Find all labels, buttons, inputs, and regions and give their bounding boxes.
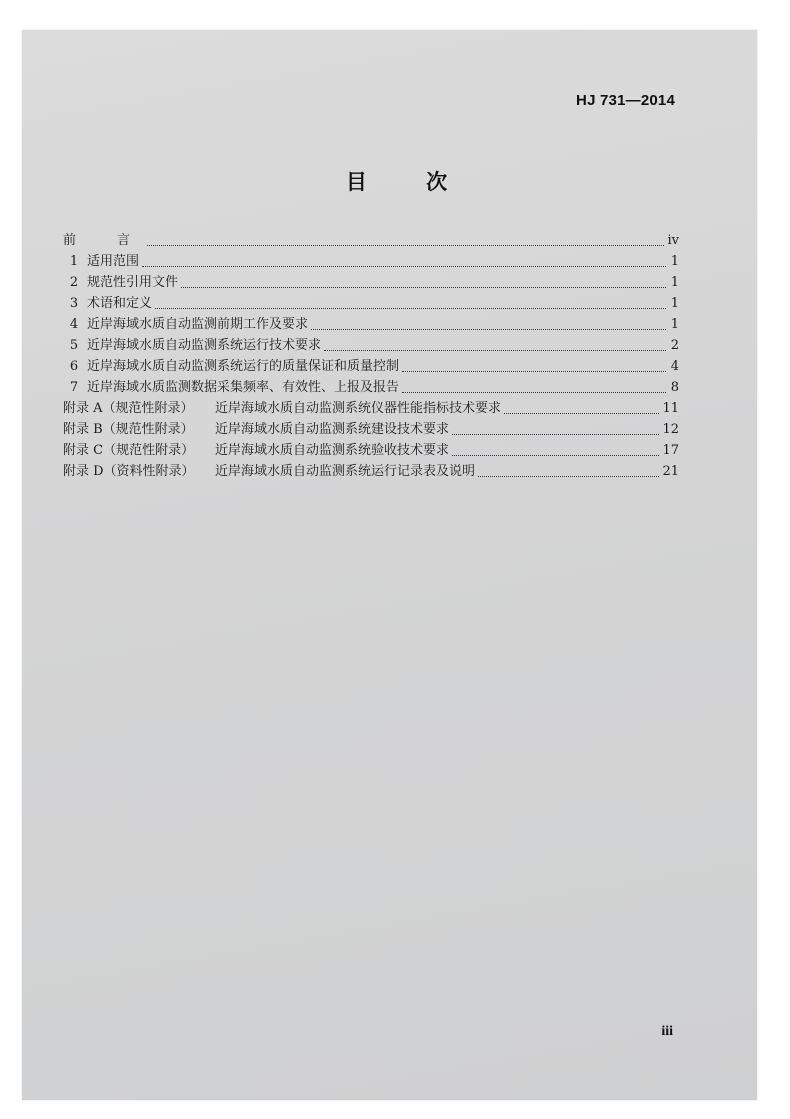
dot-leader [155, 307, 666, 309]
dot-leader [478, 475, 659, 477]
toc-appendix-b[interactable] [63, 419, 679, 440]
dot-leader [452, 433, 659, 435]
dot-leader [452, 454, 659, 456]
toc-entry[interactable] [63, 335, 679, 356]
toc-entry-label: 前 言 [63, 233, 145, 248]
toc-appendix-a[interactable] [63, 398, 679, 419]
toc-entry[interactable] [63, 272, 679, 293]
table-of-contents [63, 230, 679, 482]
appendix-tag: 附录 C（规范性附录） [63, 443, 195, 458]
toc-entry[interactable] [63, 251, 679, 272]
appendix-page: 11 [662, 401, 679, 416]
dot-leader [504, 412, 659, 414]
toc-entry-label: 适用范围 [87, 254, 140, 269]
toc-entry-page: 1 [670, 275, 679, 290]
toc-entry-number: 2 [69, 275, 79, 290]
toc-entry-label: 规范性引用文件 [87, 275, 179, 290]
toc-entry-number: 7 [69, 380, 79, 395]
toc-entry-foreword[interactable] [63, 230, 679, 251]
toc-entry-page: 8 [670, 380, 679, 395]
toc-entry-number: 5 [69, 338, 79, 353]
toc-entry-label: 近岸海域水质自动监测系统运行技术要求 [87, 338, 322, 353]
appendix-tag: 附录 B（规范性附录） [63, 422, 194, 437]
appendix-label: 近岸海域水质自动监测系统建设技术要求 [215, 422, 450, 437]
dot-leader [142, 265, 666, 267]
toc-entry-page: 1 [670, 317, 679, 332]
dot-leader [181, 286, 666, 288]
toc-entry-number: 1 [69, 254, 79, 269]
appendix-label: 近岸海域水质自动监测系统仪器性能指标技术要求 [215, 401, 502, 416]
appendix-page: 17 [662, 443, 679, 458]
dot-leader [311, 328, 666, 330]
appendix-tag: 附录 A（规范性附录） [63, 401, 194, 416]
toc-entry[interactable] [63, 377, 679, 398]
dot-leader [147, 244, 664, 246]
appendix-page: 12 [662, 422, 679, 437]
toc-entry-label: 近岸海域水质自动监测前期工作及要求 [87, 317, 309, 332]
toc-entry[interactable] [63, 356, 679, 377]
toc-entry[interactable] [63, 293, 679, 314]
dot-leader [402, 370, 666, 372]
appendix-page: 21 [662, 464, 679, 479]
toc-entry-number: 6 [69, 359, 79, 374]
toc-entry-page: 2 [670, 338, 679, 353]
toc-appendix-c[interactable] [63, 440, 679, 461]
document-page [22, 30, 757, 1100]
toc-entry-number: 4 [69, 317, 79, 332]
page-title: 目 次 [345, 170, 474, 194]
dot-leader [324, 349, 666, 351]
toc-entry-page: 1 [670, 254, 679, 269]
dot-leader [402, 391, 666, 393]
toc-entry-label: 近岸海域水质监测数据采集频率、有效性、上报及报告 [87, 380, 400, 395]
toc-appendix-d[interactable] [63, 461, 679, 482]
toc-entry-label: 近岸海域水质自动监测系统运行的质量保证和质量控制 [87, 359, 400, 374]
appendix-tag: 附录 D（资料性附录） [63, 464, 195, 479]
toc-entry-page: 1 [670, 296, 679, 311]
standard-code: HJ 731—2014 [576, 92, 675, 109]
page-number: iii [661, 1024, 673, 1039]
toc-entry-number: 3 [69, 296, 79, 311]
toc-entry-label: 术语和定义 [87, 296, 153, 311]
appendix-label: 近岸海域水质自动监测系统运行记录表及说明 [215, 464, 476, 479]
toc-entry-page: 4 [670, 359, 679, 374]
appendix-label: 近岸海域水质自动监测系统验收技术要求 [215, 443, 450, 458]
toc-entry[interactable] [63, 314, 679, 335]
toc-entry-page: iv [667, 233, 679, 248]
